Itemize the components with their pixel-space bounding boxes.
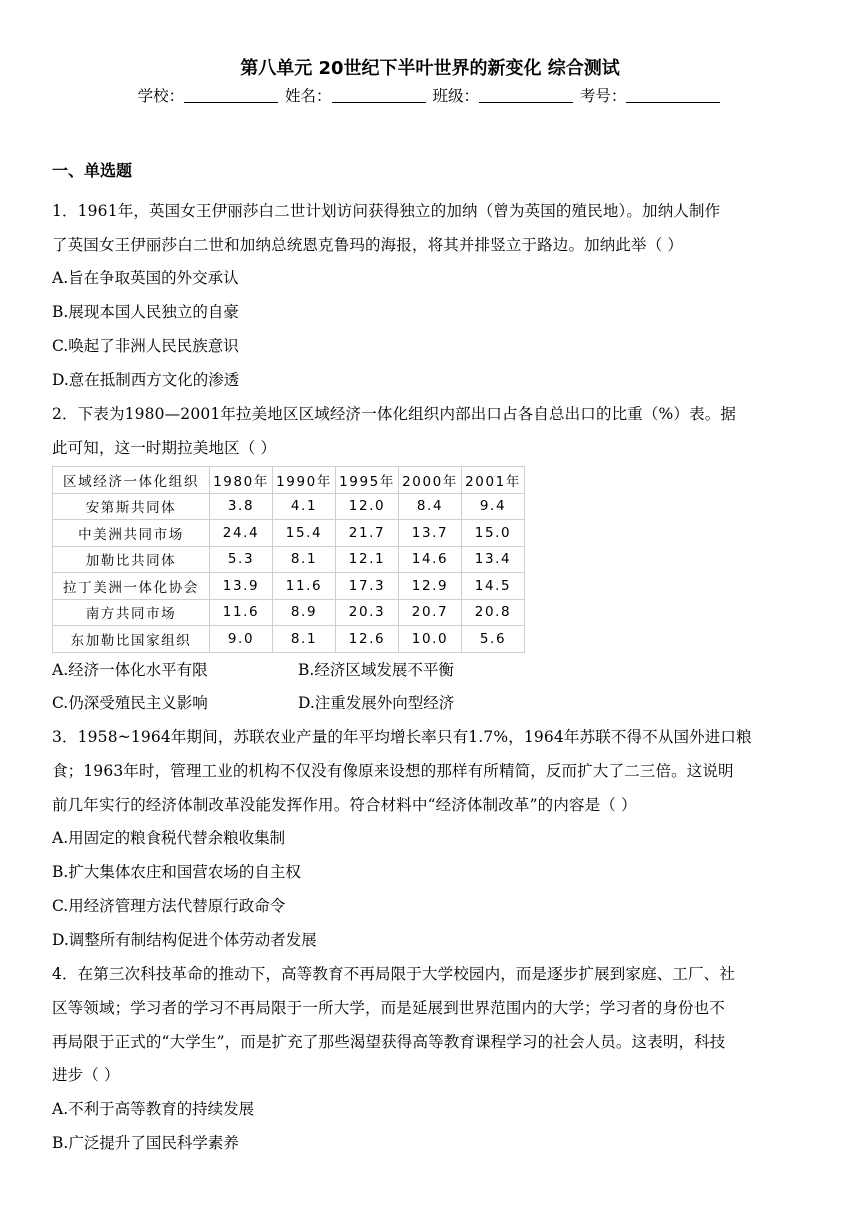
table-cell: 安第斯共同体	[53, 493, 210, 520]
school-label: 学校：	[137, 87, 185, 105]
table-header: 1995年	[336, 467, 399, 494]
q4-stem-line-3: 再局限于正式的“大学生”，而是扩充了那些渴望获得高等教育课程学习的社会人员。这表明，科技	[52, 1033, 726, 1051]
table-header: 2000年	[399, 467, 462, 494]
q2-stem-line-1: 2．下表为1980—2001年拉美地区区域经济一体化组织内部出口占各自总出口的比重（%）表。据	[52, 405, 737, 423]
q1-option-a[interactable]: A.旨在争取英国的外交承认	[52, 269, 239, 287]
section-heading: 一、单选题	[52, 161, 133, 180]
q2-option-d[interactable]: D.注重发展外向型经济	[298, 694, 455, 712]
student-info-line	[0, 84, 860, 106]
q1-stem-line-1: 1．1961年，英国女王伊丽莎白二世计划访问获得独立的加纳（曾为英国的殖民地）。加纳人制作	[52, 202, 721, 220]
class-blank[interactable]	[479, 87, 573, 103]
q3-option-a[interactable]: A.用固定的粮食税代替余粮收集制	[52, 829, 286, 847]
table-cell: 9.0	[210, 626, 273, 653]
table-cell: 13.7	[399, 520, 462, 547]
table-cell: 拉丁美洲一体化协会	[53, 573, 210, 600]
table-cell: 10.0	[399, 626, 462, 653]
table-cell: 12.0	[336, 493, 399, 520]
table-cell: 17.3	[336, 573, 399, 600]
table-cell: 8.1	[273, 626, 336, 653]
table-cell: 4.1	[273, 493, 336, 520]
table-cell: 8.1	[273, 546, 336, 573]
table-header-row	[53, 467, 525, 494]
table-row	[53, 626, 525, 653]
table-cell: 9.4	[462, 493, 525, 520]
table-cell: 中美洲共同市场	[53, 520, 210, 547]
table-cell: 加勒比共同体	[53, 546, 210, 573]
table-cell: 21.7	[336, 520, 399, 547]
table-cell: 20.7	[399, 599, 462, 626]
q1-option-d[interactable]: D.意在抵制西方文化的渗透	[52, 371, 240, 389]
export-share-table	[52, 466, 525, 653]
q4-option-b[interactable]: B.广泛提升了国民科学素养	[52, 1134, 239, 1152]
class-label: 班级：	[432, 87, 479, 105]
q4-stem-line-1: 4．在第三次科技革命的推动下，高等教育不再局限于大学校园内，而是逐步扩展到家庭、工厂、社	[52, 965, 735, 983]
q3-option-b[interactable]: B.扩大集体农庄和国营农场的自主权	[52, 863, 301, 881]
table-row	[53, 520, 525, 547]
table-cell: 20.3	[336, 599, 399, 626]
q1-option-b[interactable]: B.展现本国人民独立的自豪	[52, 303, 239, 321]
table-cell: 5.3	[210, 546, 273, 573]
table-cell: 12.1	[336, 546, 399, 573]
q4-option-a[interactable]: A.不利于高等教育的持续发展	[52, 1100, 255, 1118]
q2-option-b[interactable]: B.经济区域发展不平衡	[298, 661, 454, 679]
school-blank[interactable]	[184, 87, 278, 103]
table-cell: 南方共同市场	[53, 599, 210, 626]
table-cell: 8.4	[399, 493, 462, 520]
table-cell: 14.5	[462, 573, 525, 600]
q3-option-d[interactable]: D.调整所有制结构促进个体劳动者发展	[52, 931, 317, 949]
q3-stem-line-2: 食；1963年时，管理工业的机构不仅没有像原来设想的那样有所精简，反而扩大了二三倍。这说明	[52, 762, 734, 780]
table-cell: 14.6	[399, 546, 462, 573]
exam-number-label: 考号：	[579, 87, 627, 105]
table-row	[53, 573, 525, 600]
exam-number-blank[interactable]	[626, 87, 720, 103]
table-cell: 5.6	[462, 626, 525, 653]
table-cell: 3.8	[210, 493, 273, 520]
table-cell: 20.8	[462, 599, 525, 626]
q1-option-c[interactable]: C.唤起了非洲人民民族意识	[52, 337, 239, 355]
q2-option-c[interactable]: C.仍深受殖民主义影响	[52, 694, 208, 712]
table-row	[53, 493, 525, 520]
table-cell: 24.4	[210, 520, 273, 547]
table-header: 区域经济一体化组织	[53, 467, 210, 494]
q2-stem-line-2: 此可知，这一时期拉美地区（ ）	[52, 439, 277, 457]
q4-stem-line-2: 区等领域；学习者的学习不再局限于一所大学，而是延展到世界范围内的大学；学习者的身份也不	[52, 999, 725, 1017]
table-cell: 15.0	[462, 520, 525, 547]
q2-option-a[interactable]: A.经济一体化水平有限	[52, 661, 208, 679]
table-header: 1980年	[210, 467, 273, 494]
table-header: 2001年	[462, 467, 525, 494]
name-label: 姓名：	[285, 87, 332, 105]
page-title: 第八单元 20世纪下半叶世界的新变化 综合测试	[240, 58, 620, 79]
table-cell: 12.6	[336, 626, 399, 653]
name-blank[interactable]	[332, 87, 426, 103]
table-cell: 13.9	[210, 573, 273, 600]
table-cell: 8.9	[273, 599, 336, 626]
q3-option-c[interactable]: C.用经济管理方法代替原行政命令	[52, 897, 286, 915]
table-header: 1990年	[273, 467, 336, 494]
table-cell: 13.4	[462, 546, 525, 573]
table-cell: 11.6	[273, 573, 336, 600]
table-row	[53, 599, 525, 626]
table-cell: 15.4	[273, 520, 336, 547]
q1-stem-line-2: 了英国女王伊丽莎白二世和加纳总统恩克鲁玛的海报，将其并排竖立于路边。加纳此举（ ）	[52, 236, 684, 254]
q4-stem-line-4: 进步（ ）	[52, 1066, 120, 1084]
table-row	[53, 546, 525, 573]
q3-stem-line-1: 3．1958~1964年期间，苏联农业产量的年平均增长率只有1.7%，1964年苏联不得不从国外进口粮	[52, 728, 752, 746]
q3-stem-line-3: 前几年实行的经济体制改革没能发挥作用。符合材料中“经济体制改革”的内容是（ ）	[52, 796, 637, 814]
table-cell: 12.9	[399, 573, 462, 600]
table-cell: 东加勒比国家组织	[53, 626, 210, 653]
table-cell: 11.6	[210, 599, 273, 626]
